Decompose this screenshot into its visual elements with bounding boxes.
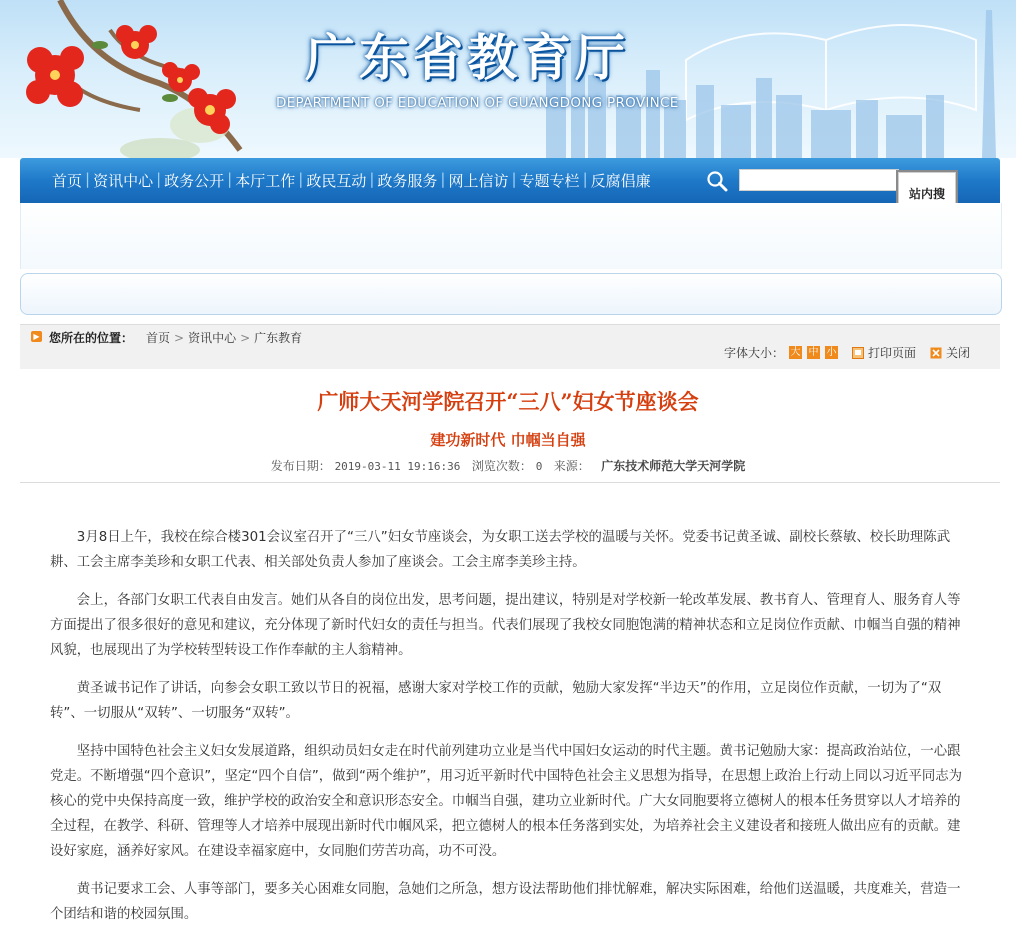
site-search-label: 站内搜 <box>908 187 945 201</box>
location-arrow-icon: ▶ <box>31 331 42 342</box>
nav-item-topics[interactable]: 专题专栏 <box>519 172 580 190</box>
article-paragraph: 3月8日上午，我校在综合楼301会议室召开了“三八”妇女节座谈会，为女职工送去学校的温暖与关怀。党委书记黄圣诚、副校长蔡敏、校长助理陈武耕、工会主席李美珍和女职工代表、相关部处负责人参加了座谈会。工会主席李美珍主持。 <box>50 530 951 570</box>
nav-separator: | <box>440 170 446 188</box>
page-tools <box>724 344 970 361</box>
nav-separator: | <box>369 170 375 188</box>
print-icon <box>852 347 864 359</box>
close-icon <box>930 347 942 359</box>
chevron-right-icon: > <box>240 331 251 345</box>
article-body <box>50 525 962 940</box>
main-nav <box>20 158 1000 203</box>
nav-item-interaction[interactable]: 政民互动 <box>306 172 367 190</box>
nav-sub-band <box>20 203 1002 269</box>
nav-separator: | <box>582 170 588 188</box>
font-size-small-button[interactable]: 小 <box>826 347 837 358</box>
nav-item-home[interactable]: 首页 <box>52 172 83 190</box>
kapok-flower-logo-graphic <box>0 0 290 158</box>
article-paragraph: 黄圣诚书记作了讲话，向参会女职工致以节日的祝福，感谢大家对学校工作的贡献，勉励大家发挥“半边天”的作用，立足岗位作贡献，一切为了“双转”、一切服从“双转”、一切服务“双转”。 <box>50 681 942 721</box>
article-title: 广师大天河学院召开“三八”妇女节座谈会 <box>317 389 699 414</box>
nav-list <box>50 170 653 191</box>
nav-separator: | <box>511 170 517 188</box>
nav-item-news[interactable]: 资讯中心 <box>93 172 154 190</box>
search-input[interactable] <box>739 169 899 191</box>
view-count-label: 浏览次数： <box>471 459 532 473</box>
publish-date: 2019-03-11 19:16:36 <box>334 460 461 473</box>
nav-separator: | <box>85 170 91 188</box>
source-label: 来源： <box>553 459 590 473</box>
sub-nav-bar <box>20 273 1002 315</box>
breadcrumb-guangdong-education[interactable]: 广东教育 <box>254 331 303 345</box>
article-paragraph: 坚持中国特色社会主义妇女发展道路，组织动员妇女走在时代前列建功立业是当代中国妇女运动的时代主题。黄书记勉励大家：提高政治站位，一心跟党走。不断增强“四个意识”，坚定“四个自信”，做到“两个维护”，用习近平新时代中国特色社会主义思想为指导，在思想上政治上行动上同以习近平同志为核心的党中央保持高度一致，维护学校的政治安全和意识形态安全。巾帼当自强，建功立业新时代。广大女同胞要将立德树人的根本任务贯穿以人才培养的全过程，在教学、科研、管理等人才培养中展现出新时代巾帼风采，把立德树人的根本任务落到实处，为培养社会主义建设者和接班人做出应有的贡献。建设好家庭，涵养好家风。在建设幸福家庭中，女同胞们劳苦功高，功不可没。 <box>50 744 963 859</box>
font-size-large-button[interactable]: 大 <box>790 347 801 358</box>
font-size-medium-button[interactable]: 中 <box>808 347 819 358</box>
article-subtitle: 建功新时代 巾帼当自强 <box>430 431 586 449</box>
search-icon <box>706 170 728 192</box>
nav-item-petition[interactable]: 网上信访 <box>448 172 509 190</box>
view-count: 0 <box>535 460 543 473</box>
breadcrumb <box>146 329 302 346</box>
breadcrumb-home[interactable]: 首页 <box>146 331 171 345</box>
source-value: 广东技术师范大学天河学院 <box>601 459 746 473</box>
print-page-link[interactable]: 打印页面 <box>867 346 916 360</box>
site-title: 广东省教育厅 <box>305 29 629 87</box>
nav-item-dept-work[interactable]: 本厅工作 <box>235 172 296 190</box>
nav-item-anti-corruption[interactable]: 反腐倡廉 <box>590 172 651 190</box>
site-header <box>0 0 1016 158</box>
article-paragraph: 黄书记要求工会、人事等部门，要多关心困难女同胞，急她们之所急，想方设法帮助他们排忧解难，解决实际困难，给他们送温暖，共度难关，营造一个团结和谐的校园氛围。 <box>50 882 961 922</box>
article-meta <box>0 457 1016 474</box>
breadcrumb-label: 您所在的位置： <box>49 331 134 345</box>
site-subtitle: DEPARTMENT OF EDUCATION OF GUANGDONG PROVINCE <box>276 95 679 111</box>
publish-date-label: 发布日期： <box>270 459 331 473</box>
nav-separator: | <box>227 170 233 188</box>
location-bar <box>20 324 1000 369</box>
close-page-link[interactable]: 关闭 <box>945 346 970 360</box>
article-paragraph: 会上，各部门女职工代表自由发言。她们从各自的岗位出发，思考问题，提出建议，特别是对学校新一轮改革发展、教书育人、管理育人、服务育人等方面提出了很多很好的意见和建议，充分体现了新时代妇女的责任与担当。代表们展现了我校女同胞饱满的精神状态和立足岗位作贡献、巾帼当自强的精神风貌，也展现出了为学校转型转设工作作奉献的主人翁精神。 <box>50 593 961 658</box>
nav-separator: | <box>156 170 162 188</box>
font-size-label: 字体大小： <box>723 346 784 360</box>
chevron-right-icon: > <box>174 331 185 345</box>
breadcrumb-news[interactable]: 资讯中心 <box>188 331 237 345</box>
nav-item-gov-affairs[interactable]: 政务公开 <box>164 172 225 190</box>
nav-separator: | <box>298 170 304 188</box>
nav-item-services[interactable]: 政务服务 <box>377 172 438 190</box>
meta-divider <box>20 482 1000 483</box>
